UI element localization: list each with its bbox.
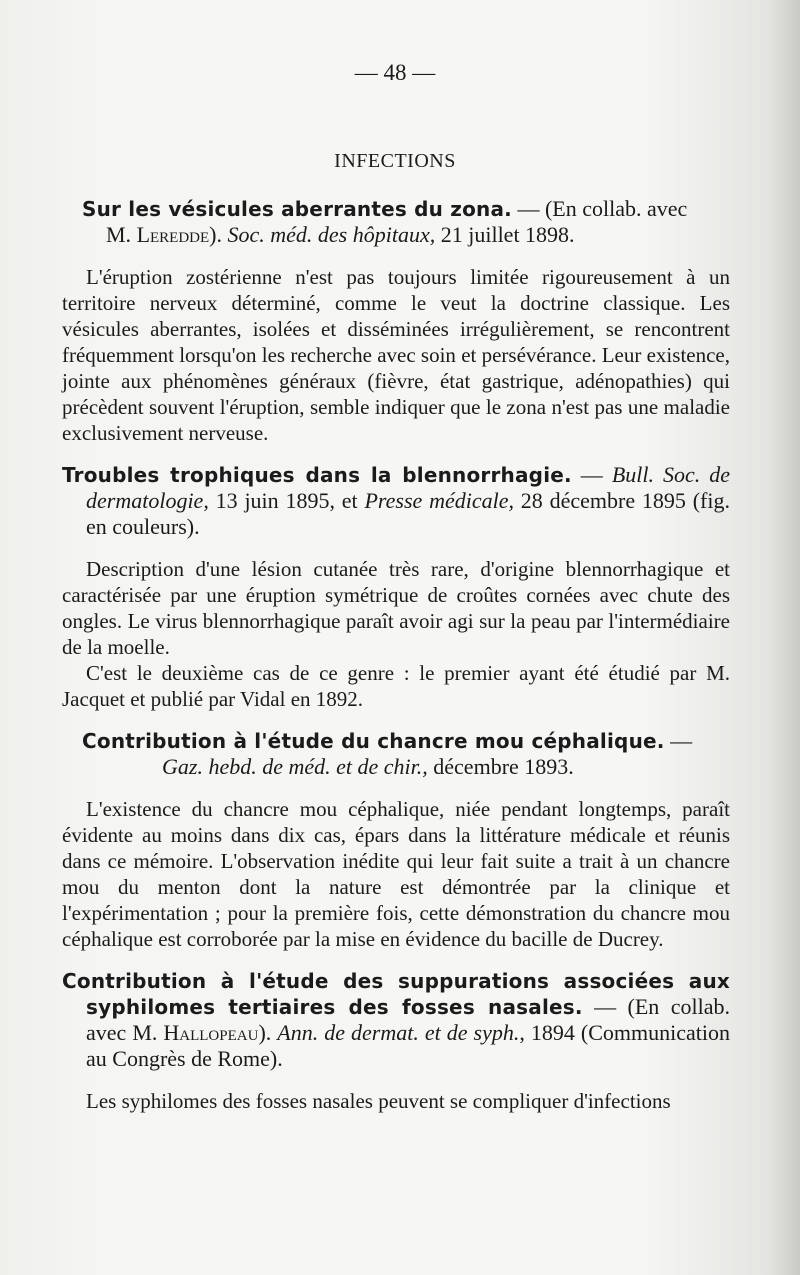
entry-dash: — [664,728,693,753]
entry-title: Sur les vésicules aberrantes du zona. [82,197,512,221]
entry-paragraph: L'existence du chancre mou céphalique, niée pendant longtemps, paraît évidente au moins dans dix cas, épars dans la littérature médicale et réunis dans ce mémoire. L'observation inédite qui leur fait suite a trait à un chancre mou du menton dont la nature est démontrée par la clinique et l'expérimentation ; pour la première fois, cette démonstration du chancre mou céphalique est corroborée par la mise en évidence du bacille de Ducrey. [62,797,730,951]
entry-zona [62,196,730,446]
source-date: décembre 1893. [427,754,574,779]
source-date: 21 juillet 1898. [435,222,575,247]
collab-name: Leredde [136,222,210,247]
entry-reference [62,754,730,780]
entry-heading [62,728,730,780]
collab-prefix: M. [106,222,137,247]
collab-prefix: M. [132,1020,164,1045]
entry-title: Troubles trophiques dans la blennorrhagie. [62,463,572,487]
source-date: , 1894 (Communication au Congrès de Rome). [86,1020,730,1071]
content-body [62,196,730,1130]
page-number: — 48 — [354,60,436,85]
entry-dash: — (En collab. avec [86,994,730,1045]
entry-dash: — [571,462,612,487]
collab-name: Hallopeau [163,1020,259,1045]
entry-heading [62,462,730,540]
collab-suffix: ). [258,1020,278,1045]
entry-reference [62,222,730,248]
entry-heading [62,196,730,248]
entry-blennorrhagie [62,462,730,712]
entry-heading [62,968,730,1072]
entry-paragraph: L'éruption zostérienne n'est pas toujours limitée rigoureusement à un territoire nerveux déterminé, comme le veut la doctrine classique. Les vésicules aberrantes, isolées et disséminées irrégulièrement, se rencontrent fréquemment lorsqu'on les recherche avec soin et persévérance. Leur existence, jointe aux phénomènes généraux (fièvre, état gastrique, adénopathies) qui précèdent souvent l'éruption, semble indiquer que le zona n'est pas une maladie exclusivement nerveuse. [62,265,730,445]
section-title: INFECTIONS [334,150,456,172]
source-journal: Soc. méd. des hôpitaux, [227,222,436,247]
entry-title: Contribution à l'étude des suppurations associées aux syphilomes tertiaires des fosses nasales. [62,969,730,1019]
source-date-2: 28 décembre 1895 (fig. en couleurs). [86,488,730,539]
entry-paragraph: Les syphilomes des fosses nasales peuvent se compliquer d'infections [86,1089,671,1113]
source-date: 13 juin 1895, et [208,488,365,513]
entry-dash: — (En collab. avec [511,196,688,221]
entry-paragraph: Description d'une lésion cutanée très rare, d'origine blennorrhagique et caractérisée par une éruption symétrique de croûtes cornées avec chute des ongles. Le virus blennorrhagique paraît avoir agi sur la peau par l'intermédiaire de la moelle. [62,557,730,659]
source-journal: Gaz. hebd. de méd. et de chir., [162,754,428,779]
entry-title: Contribution à l'étude du chancre mou céphalique. [82,729,665,753]
collab-suffix: ). [209,222,228,247]
source-journal: Ann. de dermat. et de syph. [277,1020,520,1045]
entry-paragraph: C'est le deuxième cas de ce genre : le premier ayant été étudié par M. Jacquet et publié par Vidal en 1892. [62,661,730,711]
source-journal-2: Presse médicale, [364,488,514,513]
entry-syphilomes [62,968,730,1114]
entry-chancre [62,728,730,952]
source-journal: Bull. Soc. de dermatologie, [86,462,730,513]
